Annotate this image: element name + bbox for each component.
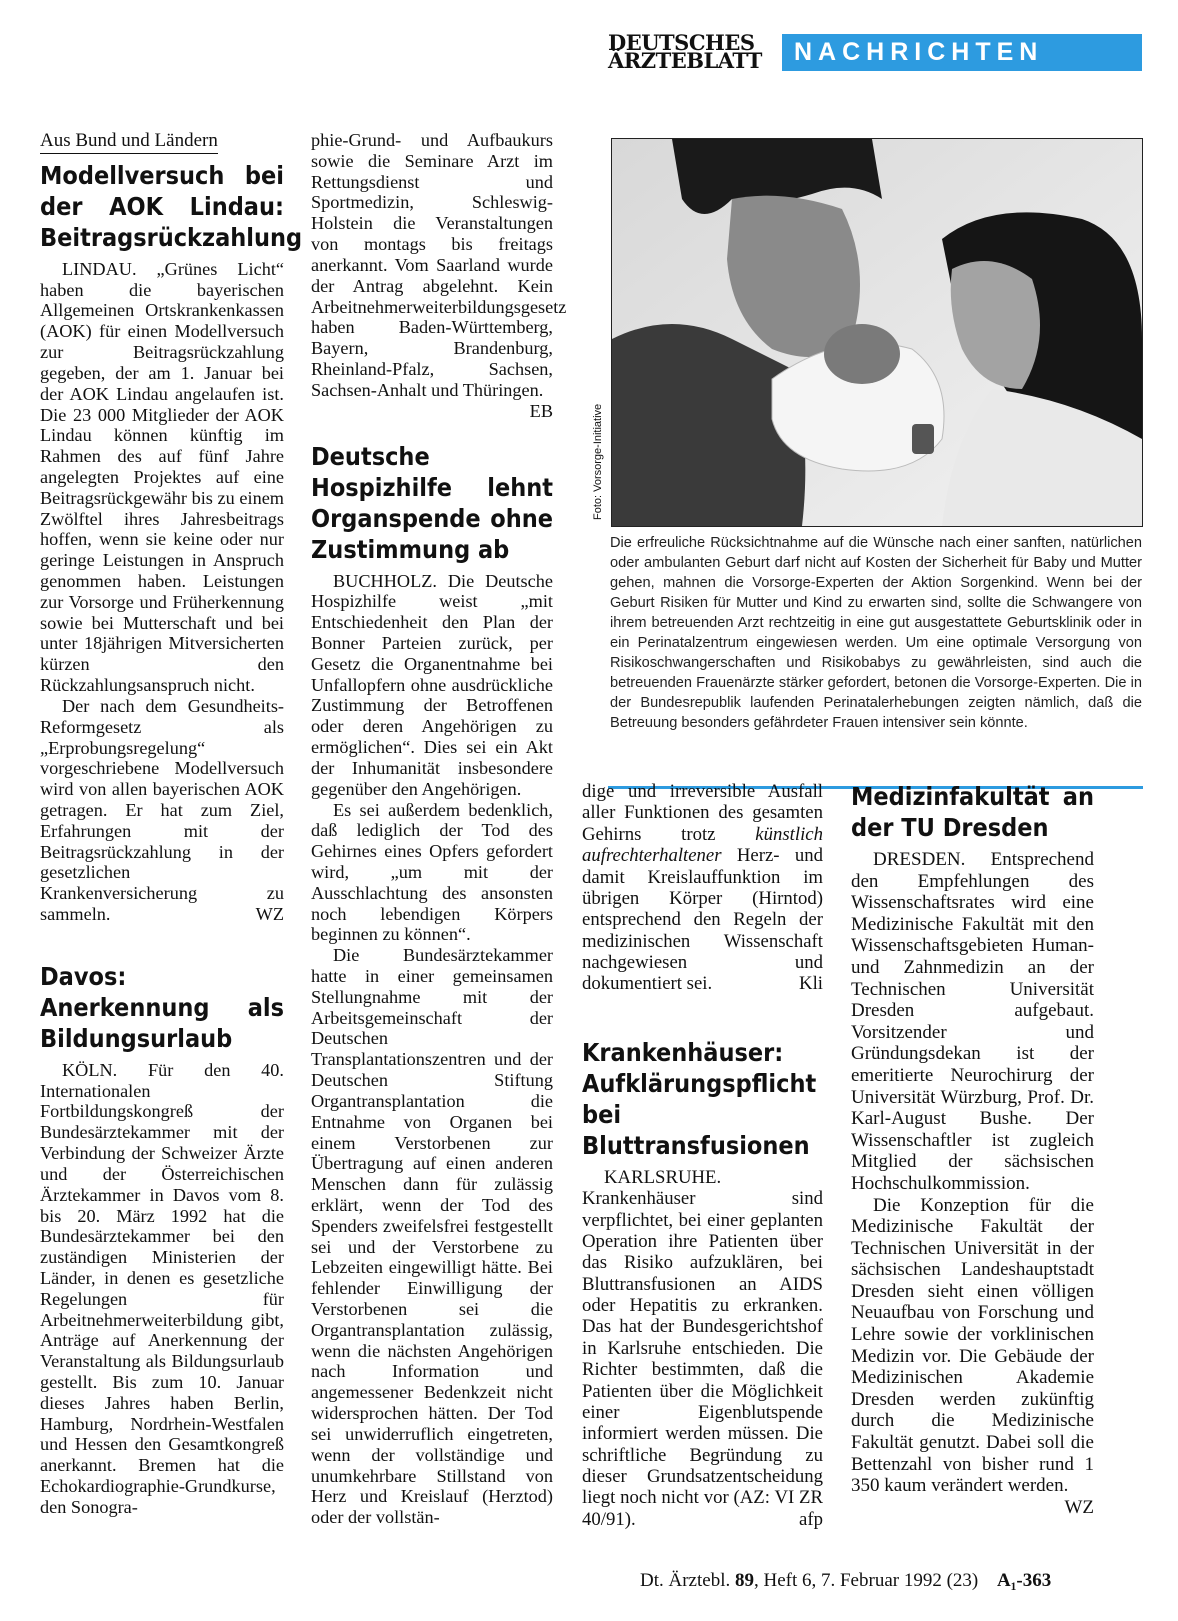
column-3	[582, 781, 823, 1530]
headline-krankenhaeuser: Krankenhäuser: Aufklärungspflicht bei Bluttransfusionen	[582, 1037, 817, 1160]
photo-parents-with-baby	[611, 138, 1143, 527]
headline-aok-lindau: Modellversuch bei der AOK Lindau: Beitragsrückzahlung	[40, 160, 303, 252]
section-label: Aus Bund und Ländern	[40, 131, 218, 154]
article-paragraph: KÖLN. Für den 40. Internationalen Fortbildungskongreß der Bundesärztekammer mit der Verbindung der Schweizer Ärzte und der Österreichischen Ärztekammer in Davos vom 8. bis 20. März 1992 hat die Bundesärztekammer bei den zuständigen Ministerien der Länder, in denen es gesetzliche Regelungen für Arbeitnehmerweiterbildung gibt, Anträge auf Anerkennung der Veranstaltung als Bildungsurlaub gestellt. Bis zum 10. Januar dieses Jahres haben Berlin, Hamburg, Nordrhein-Westfalen und Hessen den Gesamtkongreß anerkannt. Bremen hat die Echokardiographie-Grundkurse, den Sonogra-	[40, 1059, 284, 1517]
author-signature: afp	[799, 1508, 823, 1530]
article-paragraph: Es sei außerdem bedenklich, daß lediglich der Tod des Gehirnes eines Opfers gefordert wird, „um mit der Ausschlachtung des ansonsten noch lebendigen Körpers beginnen zu können“.	[311, 799, 553, 945]
article-paragraph: dige und irreversible Ausfall aller Funktionen des gesamten Gehirns trotz künstlich aufrechterhaltener Herz- und damit Kreislauffunktion im übrigen Körper (Hirntod) entsprechend den Regeln der medizinischen Wissenschaft nachgewiesen und dokumentiert sei. Kli	[582, 781, 823, 995]
author-signature: Kli	[799, 973, 823, 995]
logo-line-1: DEUTSCHES	[608, 30, 755, 55]
article-paragraph: Der nach dem Gesundheits-Reformgesetz als „Erprobungsregelung“ vorgeschriebene Modellversuch wird von allen bayerischen AOK getragen. Er hat zum Ziel, Erfahrungen mit der Beitragsrückzahlung in der gesetzlichen Krankenversicherung zu sammeln. WZ	[40, 695, 284, 924]
journal-citation: Dt. Ärztebl. 89, Heft 6, 7. Februar 1992 (23)	[640, 1570, 979, 1591]
journal-logo	[608, 30, 778, 73]
article-paragraph: KARLSRUHE. Krankenhäuser sind verpflichtet, bei einer geplanten Operation ihre Patienten über das Risiko aufzuklären, bei Bluttransfusionen an AIDS oder Hepatitis zu erkranken. Das hat der Bundesgerichtshof in Karlsruhe entschieden. Die Richter bestimmten, daß die Patienten über die Möglichkeit einer Eigenblutspende informiert werden müssen. Die schriftliche Begründung zu dieser Grundsatzentscheidung liegt noch nicht vor (AZ: VI ZR 40/91). afp	[582, 1166, 823, 1530]
column-2	[311, 130, 567, 1528]
headline-hospizhilfe: Deutsche Hospizhilfe lehnt Organspende ohne Zustimmung ab	[311, 441, 553, 564]
article-paragraph: Die Bundesärztekammer hatte in einer gemeinsamen Stellungnahme mit der Arbeitsgemeinschaft der Deutschen Transplantationszentren und der Deutschen Stiftung Organtransplantation die Entnahme von Organen bei einem Verstorbenen zur Übertragung auf einen anderen Menschen dann für zulässig erklärt, wenn der Tod des Spenders zweifelsfrei festgestellt sei und der Verstorbene zu Lebzeiten eingewilligt hätte. Bei fehlender Einwilligung der Verstorbenen sei die Organtransplantation zulässig, wenn die nächsten Angehörigen nach Information und angemessener Bedenkzeit nicht widersprochen hätten. Der Tod sei unwiderruflich eingetreten, wenn der vollständige und unumkehrbare Stillstand von Herz und Kreislauf (Herztod) oder der vollstän-	[311, 945, 553, 1528]
headline-davos: Davos: Anerkennung als Bildungsurlaub	[40, 961, 284, 1053]
author-signature: WZ	[1064, 1496, 1094, 1518]
article-paragraph: BUCHHOLZ. Die Deutsche Hospizhilfe weist „mit Entschiedenheit den Plan der Bonner Parteien zurück, per Gesetz die Organentnahme bei Unfallopfern ohne ausdrückliche Zustimmung der Betroffenen oder deren Angehörigen zu ermöglichen“. Dies sei ein Akt der Inhumanität insbesondere gegenüber den Angehörigen.	[311, 570, 553, 799]
photo-caption: Die erfreuliche Rücksichtnahme auf die Wünsche nach einer sanften, natürlichen oder ambulanten Geburt darf nicht auf Kosten der Sicherheit für Baby und Mutter gehen, mahnen die Vorsorge-Experten der Aktion Sorgenkind. Wenn bei der Geburt Risiken für Mutter und Kind zu erwarten sind, sollte die Schwangere von ihrem betreuenden Arzt rechtzeitig in eine gut ausgestattete Geburtsklinik oder in ein Perinatalzentrum eingewiesen werden. Um eine optimale Versorgung von Risikoschwangerschaften und Risikobabys zu gewährleisten, sind auch die betreuenden Frauenärzte stärker gefordert, betonen die Vorsorge-Experten. Die in der Bundesrepublik laufenden Perinatalerhebungen zeigten nämlich, daß die Betreuung besonders gefährdeter Frauen intensiver sein könnte.	[610, 535, 1142, 731]
author-signature: EB	[529, 400, 553, 421]
logo-line-2: ÄRZTEBLATT	[608, 48, 762, 73]
photo-image	[612, 139, 1142, 526]
column-4	[851, 781, 1094, 1518]
headline-tu-dresden: Medizinfakultät an der TU Dresden	[851, 782, 1094, 842]
page-footer	[640, 1570, 1051, 1592]
article-paragraph: phie-Grund- und Aufbaukurs sowie die Seminare Arzt im Rettungsdienst und Sportmedizin, Schleswig-Holstein die Veranstaltungen von montags bis freitags anerkannt. Vom Saarland wurde der Antrag abgelehnt. Kein Arbeitnehmerweiterbildungsgesetz haben Baden-Württemberg, Bayern, Brandenburg, Rheinland-Pfalz, Sachsen, Sachsen-Anhalt und Thüringen. EB	[311, 130, 567, 421]
section-banner: NACHRICHTEN	[782, 34, 1142, 71]
article-paragraph: LINDAU. „Grünes Licht“ haben die bayerischen Allgemeinen Ortskrankenkassen (AOK) für einen Modellversuch zur Beitragsrückzahlung gegeben, der am 1. Januar bei der AOK Lindau angelaufen ist. Die 23 000 Mitglieder der AOK Lindau können künftig im Rahmen des auf fünf Jahre angelegten Projektes auf eine Beitragsrückgewähr bis zu einem Zwölftel ihres Jahresbeitrags hoffen, wenn sie keine oder nur geringe Leistungen in Anspruch genommen haben. Leistungen zur Vorsorge und Früherkennung sowie bei Mutterschaft und bei unter 18jährigen Mitversicherten kürzen den Rückzahlungsanspruch nicht.	[40, 258, 284, 696]
column-1	[40, 130, 303, 1518]
article-paragraph: DRESDEN. Entsprechend den Empfehlungen des Wissenschaftsrates wird eine Medizinische Fakultät mit den Wissenschaftsgebieten Human- und Zahnmedizin an der Technischen Universität Dresden aufgebaut. Vorsitzender und Gründungsdekan ist der emeritierte Neurochirurg der Universität Würzburg, Prof. Dr. Karl-August Bushe. Der Wissenschaftler ist zugleich Mitglied der sächsischen Hochschulkommission.	[851, 849, 1094, 1194]
article-paragraph: Die Konzeption für die Medizinische Fakultät der Technischen Universität in der sächsischen Landeshauptstadt Dresden sieht einen völligen Neuaufbau von Forschung und Lehre sowie der vorklinischen Medizin vor. Die Gebäude der Medizinischen Akademie Dresden werden zukünftig durch die Medizinische Fakultät genutzt. Dabei soll die Bettenzahl von bisher rund 1 350 kaum verändert werden. WZ	[851, 1194, 1094, 1518]
page-number: A₁-363	[997, 1570, 1052, 1591]
photo-credit: Foto: Vorsorge-Initiative	[592, 403, 604, 520]
author-signature: WZ	[255, 904, 284, 924]
